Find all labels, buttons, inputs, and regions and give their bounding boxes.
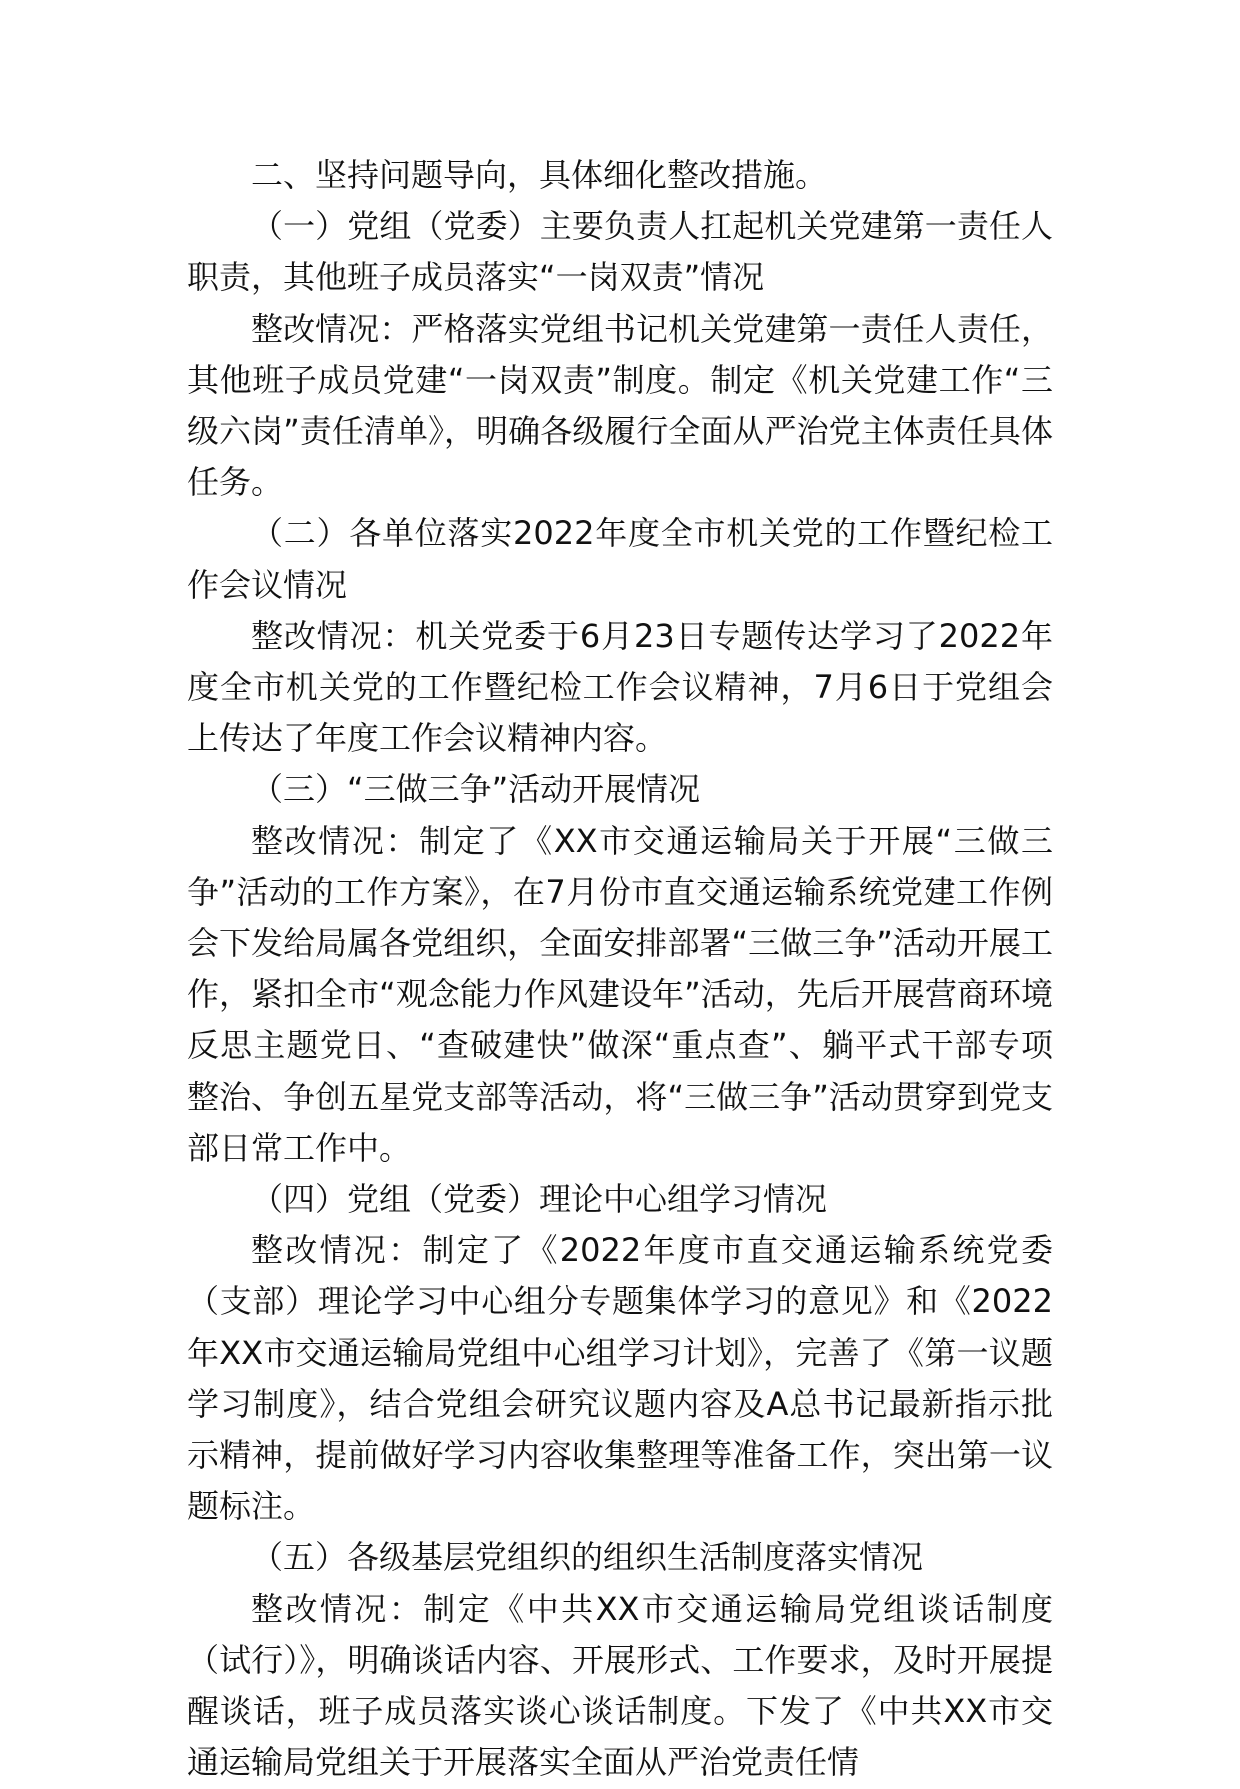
rectification-paragraph-3: 整改情况：制定了《XX市交通运输局关于开展“三做三争”活动的工作方案》，在7月份市直交通运输系统党建工作例会下发给局属各党组织，全面安排部署“三做三争”活动开展工作，紧扣全市“观念能力作风建设年”活动，先后开展营商环境反思主题党日、“查破建快”做深“重点查”、躺平式干部专项整治、争创五星党支部等活动，将“三做三争”活动贯穿到党支部日常工作中。 <box>187 821 1053 1167</box>
subsection-heading-4: （四）党组（党委）理论中心组学习情况 <box>251 1180 828 1219</box>
document-body <box>187 150 1053 1789</box>
rectification-paragraph-2: 整改情况：机关党委于6月23日专题传达学习了2022年度全市机关党的工作暨纪检工作会议精神，7月6日于党组会上传达了年度工作会议精神内容。 <box>187 616 1053 758</box>
section-heading: 二、坚持问题导向，具体细化整改措施。 <box>251 156 828 194</box>
subsection-heading-3: （三）“三做三争”活动开展情况 <box>251 770 701 809</box>
subsection-heading-5: （五）各级基层党组织的组织生活制度落实情况 <box>251 1538 924 1577</box>
rectification-paragraph-5: 整改情况：制定《中共XX市交通运输局党组谈话制度（试行）》，明确谈话内容、开展形式、工作要求，及时开展提醒谈话，班子成员落实谈心谈话制度。下发了《中共XX市交通运输局党组关于开展落实全面从严治党责任情 <box>187 1589 1053 1782</box>
subsection-heading-2: （二）各单位落实2022年度全市机关党的工作暨纪检工作会议情况 <box>187 514 1053 604</box>
rectification-paragraph-4: 整改情况：制定了《2022年度市直交通运输系统党委（支部）理论学习中心组分专题集体学习的意见》和《2022年XX市交通运输局党组中心组学习计划》，完善了《第一议题学习制度》，结合党组会研究议题内容及A总书记最新指示批示精神，提前做好学习内容收集整理等准备工作，突出第一议题标注。 <box>187 1231 1053 1526</box>
rectification-paragraph-1: 整改情况：严格落实党组书记机关党建第一责任人责任，其他班子成员党建“一岗双责”制度。制定《机关党建工作“三级六岗”责任清单》，明确各级履行全面从严治党主体责任具体任务。 <box>187 309 1053 502</box>
subsection-heading-1: （一）党组（党委）主要负责人扛起机关党建第一责任人职责，其他班子成员落实“一岗双责”情况 <box>187 207 1053 297</box>
